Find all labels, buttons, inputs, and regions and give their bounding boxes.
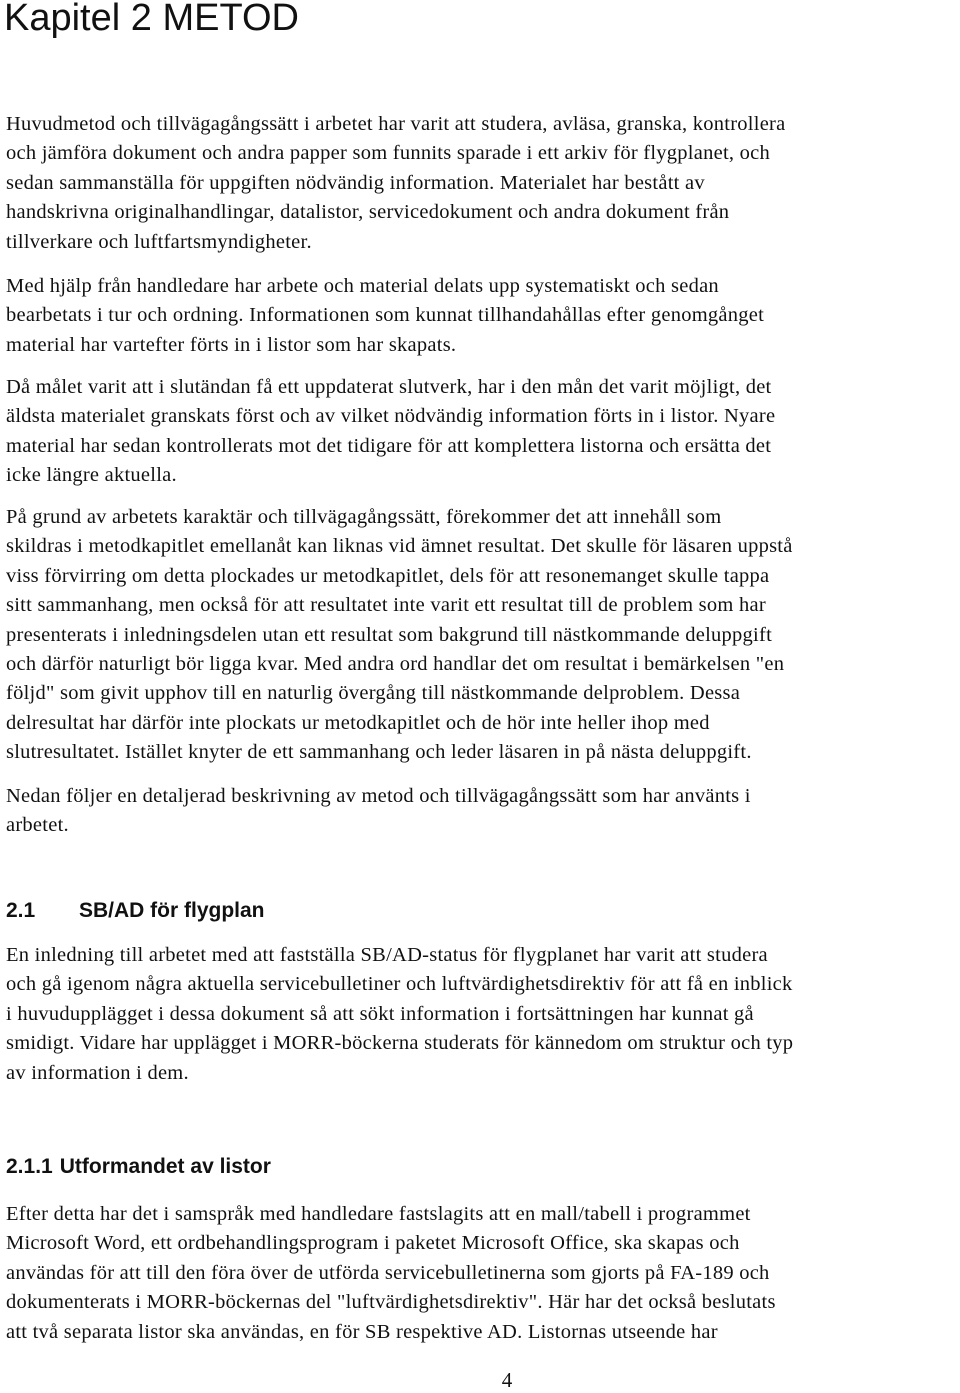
text-line: viss förvirring om detta plockades ur metodkapitlet, dels för att resonemanget skulle tappa — [6, 564, 770, 587]
text-line: sitt sammanhang, men också för att resultatet inte varit ett resultat till de problem som har — [6, 594, 766, 617]
text-line: och jämföra dokument och andra papper som funnits sparade i ett arkiv för flygplanet, och — [6, 142, 770, 165]
text-line: delresultat har därför inte plockats ur metodkapitlet och de hör inte heller ihop med — [6, 711, 710, 734]
text-line: bearbetats i tur och ordning. Informationen som kunnat tillhandahållas efter genomgånget — [6, 304, 765, 327]
text-line: användas för att till den föra över de utförda servicebulletinerna som gjorts på FA-189 och — [6, 1261, 770, 1284]
paragraph-list-design — [6, 1200, 958, 1347]
text-line: En inledning till arbetet med att fastställa SB/AD-status för flygplanet har varit att studera — [6, 944, 768, 966]
text-line: Med hjälp från handledare har arbete och material delats upp systematiskt och sedan — [6, 275, 719, 297]
text-line: presenterats i inledningsdelen utan ett resultat som bakgrund till nästkommande deluppgift — [6, 623, 773, 646]
text-line: och gå igenom några aktuella servicebulletiner och luftvärdighetsdirektiv för att få en inblick — [6, 973, 793, 996]
text-line: material har sedan kontrollerats mot det tidigare för att komplettera listorna och ersätta det — [6, 434, 772, 457]
text-line: På grund av arbetets karaktär och tillvägagångssätt, förekommer det att innehåll som — [6, 506, 722, 528]
section-title: Utformandet av listor — [59, 1155, 271, 1178]
section-number: 2.1.1 — [6, 1155, 53, 1178]
paragraph-method-intro — [6, 782, 958, 841]
paragraph-review-order — [6, 373, 958, 491]
chapter-title: Kapitel 2 METOD — [4, 0, 299, 39]
text-line: skildras i metodkapitlet emellanåt kan liknas vid ämnet resultat. Det skulle för läsaren uppstå — [6, 535, 793, 558]
text-line: Nedan följer en detaljerad beskrivning av metod och tillvägagångssätt som har använts i — [6, 785, 751, 807]
text-line: Microsoft Word, ett ordbehandlingsprogram i paketet Microsoft Office, ska skapas och — [6, 1232, 740, 1255]
text-line: Då målet varit att i slutändan få ett uppdaterat slutverk, har i den mån det varit möjligt, det — [6, 376, 772, 398]
text-line: i huvudupplägget i dessa dokument så att sökt information i fortsättningen har kunnat gå — [6, 1002, 754, 1025]
text-line: sedan sammanställa för uppgiften nödvändig information. Materialet har bestått av — [6, 171, 705, 194]
paragraph-work-division — [6, 272, 958, 360]
text-line: och därför naturligt bör ligga kvar. Med andra ord handlar det om resultat i bemärkelsen "en — [6, 653, 785, 676]
text-line: slutresultatet. Istället knyter de ett sammanhang och leder läsaren in på nästa deluppgift. — [6, 741, 752, 764]
section-heading-2-1 — [6, 898, 265, 924]
text-line: dokumenterats i MORR-böckernas del "luftvärdighetsdirektiv". Här har det också beslutats — [6, 1291, 776, 1314]
section-heading-2-1-1 — [6, 1154, 271, 1180]
section-number: 2.1 — [6, 899, 36, 922]
paragraph-sb-ad-status — [6, 941, 958, 1088]
text-line: handskrivna originalhandlingar, datalistor, servicedokument och andra dokument från — [6, 201, 730, 224]
paragraph-method-vs-results — [6, 503, 958, 768]
paragraph-method-overview — [6, 110, 958, 257]
section-title: SB/AD för flygplan — [79, 899, 265, 922]
page-number: 4 — [501, 1368, 513, 1392]
text-line: tillverkare och luftfartsmyndigheter. — [6, 230, 312, 253]
text-line: Huvudmetod och tillvägagångssätt i arbetet har varit att studera, avläsa, granska, kontrollera — [6, 113, 786, 135]
text-line: smidigt. Vidare har upplägget i MORR-böckerna studerats för kännedom om struktur och typ — [6, 1032, 794, 1055]
text-line: material har vartefter förts in i listor som har skapats. — [6, 333, 457, 356]
text-line: icke längre aktuella. — [6, 464, 177, 487]
text-line: Efter detta har det i samspråk med handledare fastslagits att en mall/tabell i programmet — [6, 1203, 751, 1225]
text-line: följd" som givit upphov till en naturlig övergång till nästkommande delproblem. Dessa — [6, 682, 741, 705]
text-line: att två separata listor ska användas, en för SB respektive AD. Listornas utseende har — [6, 1320, 718, 1343]
text-line: äldsta materialet granskats först och av vilket nödvändig information förts in i listor. Nyare — [6, 405, 776, 428]
text-line: arbetet. — [6, 814, 69, 837]
text-line: av information i dem. — [6, 1061, 189, 1084]
